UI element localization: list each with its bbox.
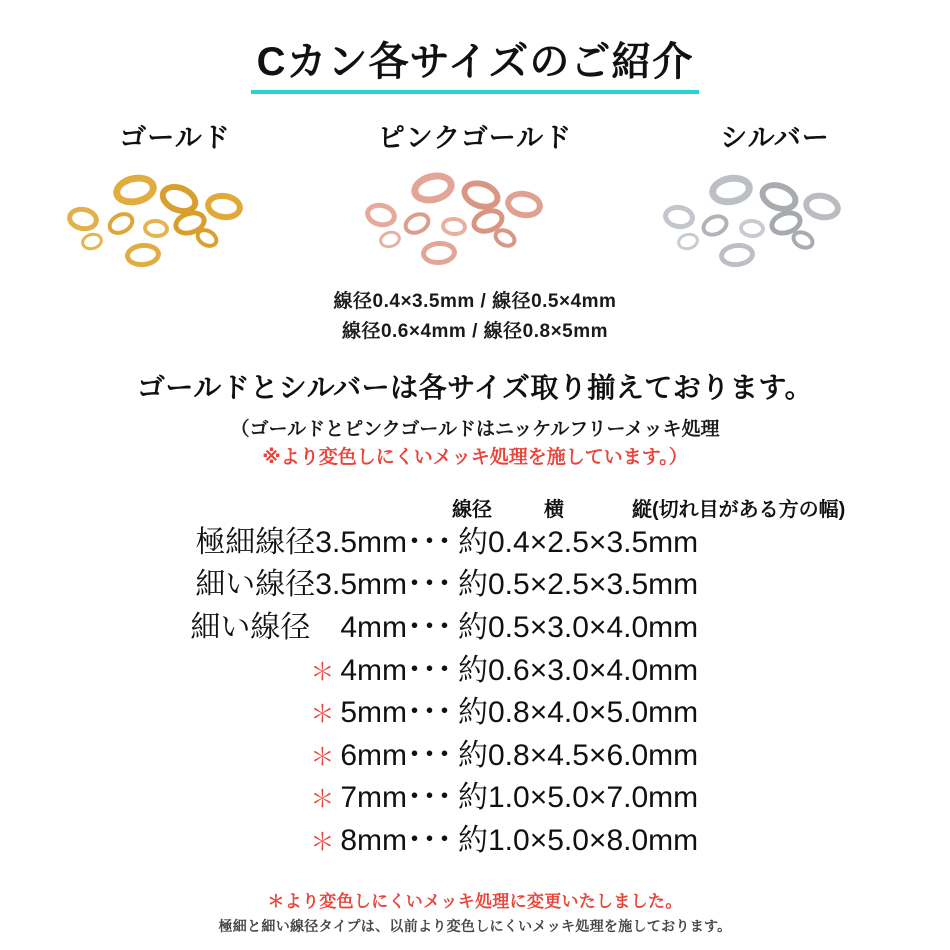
row-dots: ･･･	[407, 525, 452, 559]
row-dots: ･･･	[407, 610, 452, 644]
footer-notes	[0, 887, 950, 936]
header-wire-diameter: 線径	[452, 498, 492, 521]
ring-icon	[65, 204, 101, 233]
title-container	[0, 0, 950, 94]
row-name: 極細線径3.5mm	[195, 525, 407, 559]
row-value: 約1.0×5.0×7.0mm	[458, 781, 699, 815]
footer-note-2: 極細と細い線径タイプは、以前より変色しにくいメッキ処理を施しております。	[218, 918, 732, 934]
row-name: 8mm	[340, 823, 407, 857]
row-label-cell	[152, 735, 452, 778]
ring-icon	[79, 230, 105, 252]
row-label-cell	[152, 777, 452, 820]
row-value: 約0.5×2.5×3.5mm	[458, 568, 699, 602]
row-name: 7mm	[340, 781, 407, 815]
note-plating-red: ※より変色しにくいメッキ処理を施しています。）	[262, 447, 688, 469]
ring-icon	[698, 210, 732, 241]
ring-icon	[707, 171, 756, 208]
ring-icon	[408, 168, 458, 208]
row-star: ＊	[310, 828, 335, 856]
ring-icon	[738, 218, 765, 239]
ring-icon	[104, 208, 139, 240]
ring-icon	[420, 240, 458, 266]
row-label-cell	[152, 650, 452, 693]
row-value: 約0.5×3.0×4.0mm	[458, 610, 699, 644]
row-value: 約0.6×3.0×4.0mm	[458, 653, 699, 687]
ring-icon	[661, 203, 696, 231]
ring-icon	[203, 190, 244, 222]
row-name: 細い線径 4mm	[190, 610, 407, 644]
row-star: ＊	[310, 658, 335, 686]
color-column-gold	[25, 116, 325, 277]
size-table	[0, 493, 950, 863]
ring-icon	[675, 231, 700, 253]
page-title: Cカン各サイズのご紹介	[251, 38, 700, 94]
ring-icon	[503, 188, 545, 221]
size-table-header	[0, 493, 950, 522]
row-label-cell	[152, 692, 452, 735]
row-dots: ･･･	[407, 696, 452, 730]
color-label-silver: シルバー	[720, 123, 830, 153]
row-label-cell	[152, 522, 452, 565]
ring-icon	[142, 218, 170, 239]
row-value: 約0.8×4.0×5.0mm	[458, 696, 699, 730]
ring-icon	[363, 200, 399, 230]
ring-icon	[400, 208, 434, 239]
row-dots: ･･･	[407, 781, 452, 815]
row-dots: ･･･	[407, 568, 452, 602]
footer-note-1: ＊より変色しにくいメッキ処理に変更いたしました。	[267, 892, 683, 911]
table-row	[0, 692, 950, 735]
ring-cluster-silver	[655, 167, 895, 277]
spec-lines	[0, 287, 950, 348]
table-row	[0, 777, 950, 820]
row-dots: ･･･	[407, 653, 452, 687]
table-row	[0, 650, 950, 693]
row-star: ＊	[310, 701, 335, 729]
color-column-silver	[625, 116, 925, 277]
ring-icon	[110, 171, 159, 209]
color-variants-row	[0, 116, 950, 277]
spec-line-2: 線径0.6×4mm / 線径0.8×5mm	[341, 321, 609, 343]
row-label-cell	[152, 820, 452, 863]
header-height: 縦(切れ目がある方の幅)	[632, 498, 846, 521]
ring-icon	[377, 228, 403, 250]
spec-line-1: 線径0.4×3.5mm / 線径0.5×4mm	[333, 291, 617, 312]
table-row	[0, 820, 950, 863]
table-row	[0, 522, 950, 565]
color-label-gold: ゴールド	[119, 123, 231, 153]
table-row	[0, 607, 950, 650]
color-label-pink-gold: ピンクゴールド	[377, 123, 573, 153]
note-availability: ゴールドとシルバーは各サイズ取り揃えております。	[136, 371, 814, 403]
row-value: 約0.8×4.5×6.0mm	[458, 738, 699, 772]
ring-cluster-gold	[55, 167, 295, 277]
row-star: ＊	[310, 786, 335, 814]
row-label-cell	[152, 607, 452, 650]
ring-icon	[718, 241, 756, 269]
row-name: 6mm	[340, 738, 407, 772]
row-name: 4mm	[340, 653, 407, 687]
header-width: 横	[544, 498, 564, 521]
row-dots: ･･･	[407, 823, 452, 857]
row-name: 細い線径3.5mm	[195, 568, 407, 602]
ring-icon	[801, 189, 844, 223]
color-column-pink-gold	[325, 116, 625, 277]
row-dots: ･･･	[407, 738, 452, 772]
row-value: 約1.0×5.0×8.0mm	[458, 823, 699, 857]
ring-icon	[440, 216, 468, 238]
ring-icon	[124, 241, 162, 268]
ring-cluster-pink-gold	[355, 167, 595, 277]
table-row	[0, 735, 950, 778]
table-row	[0, 564, 950, 607]
row-label-cell	[152, 564, 452, 607]
note-plating-sub: （ゴールドとピンクゴールドはニッケルフリーメッキ処理	[230, 418, 720, 440]
row-value: 約0.4×2.5×3.5mm	[458, 525, 699, 559]
row-star: ＊	[310, 743, 335, 771]
row-name: 5mm	[340, 696, 407, 730]
